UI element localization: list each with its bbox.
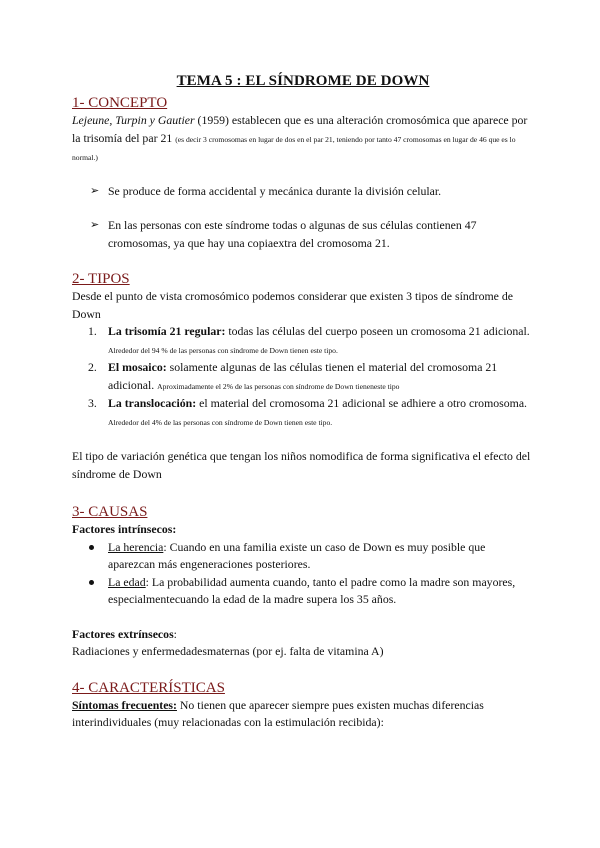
- intrinsic-list: [72, 539, 534, 609]
- list-item: [72, 395, 534, 431]
- type-label: La trisomía 21 regular:: [108, 324, 226, 338]
- section-heading-causas: 3- CAUSAS: [72, 504, 148, 520]
- list-item: [72, 183, 534, 201]
- section-heading-concepto: 1- CONCEPTO: [72, 95, 168, 111]
- intrinsic-label: Factores intrínsecos:: [72, 522, 177, 536]
- extrinsic-text: Radiaciones y enfermedadesmaternas (por ej. falta de vitamina A): [72, 644, 384, 658]
- list-item: [72, 217, 534, 252]
- list-item: [72, 323, 534, 359]
- list-number: 3.: [88, 396, 97, 410]
- bullet-dot-icon: [89, 545, 94, 550]
- cause-text: : Cuando en una familia existe un caso de Down es muy posible que aparezcan más engeneraciones posteriores.: [108, 539, 486, 571]
- symptoms-label: Síntomas frecuentes:: [72, 697, 177, 712]
- document-title: TEMA 5 : EL SÍNDROME DE DOWN: [176, 73, 430, 89]
- concepto-text: (1959) establecen que es una alteración cromosómica que aparece por la trisomía del par 21: [72, 113, 528, 145]
- section-heading-tipos: 2- TIPOS: [72, 271, 130, 287]
- bullet-text: Se produce de forma accidental y mecánica durante la división celular.: [108, 183, 442, 198]
- extrinsic-label: Factores extrínsecos: [72, 626, 174, 641]
- type-note: Aproximadamente el 2% de las personas con síndrome de Down tieneneste tipo: [157, 381, 400, 391]
- concepto-note: (es decir 3 cromosomas en lugar de dos en el par 21, teniendo por tanto 47 cromosomas en lugar de 46 que es lo normal.): [72, 134, 516, 162]
- tipos-intro: Desde el punto de vista cromosómico podemos considerar que existen 3 tipos de síndrome de Down: [72, 289, 513, 321]
- list-number: 1.: [88, 324, 97, 338]
- bullet-text: En las personas con este síndrome todas o algunas de sus células contienen 47 cromosomas, ya que hay una copiaextra del cromosoma 21.: [108, 218, 477, 250]
- cause-text: : La probabilidad aumenta cuando, tanto el padre como la madre son mayores, especialmentecuando la edad de la madre supera los 35 años.: [108, 574, 516, 606]
- concepto-paragraph: [72, 112, 534, 167]
- list-number: 2.: [88, 360, 97, 374]
- cause-term: La herencia: [108, 539, 164, 554]
- extrinsic-heading: [72, 626, 534, 644]
- section-heading-caracteristicas: 4- CARACTERÍSTICAS: [72, 679, 225, 696]
- bullet-dot-icon: [89, 580, 94, 585]
- tipos-closing: El tipo de variación genética que tengan los niños nomodifica de forma significativa el efecto del síndrome de Down: [72, 449, 531, 481]
- arrow-bullet-icon: ➢: [90, 184, 100, 197]
- list-item: [72, 359, 534, 395]
- tipos-list: [72, 323, 534, 431]
- arrow-bullet-icon: ➢: [90, 219, 100, 231]
- list-item: [72, 539, 534, 574]
- caracteristicas-paragraph: [72, 697, 534, 732]
- type-text: solamente algunas de las células tienen el material del cromosoma 21 adicional.: [108, 360, 498, 392]
- type-label: La translocación:: [108, 396, 197, 410]
- cause-term: La edad: [108, 574, 146, 589]
- list-item: [72, 574, 534, 609]
- authors: Lejeune, Turpin y Gautier: [72, 113, 195, 127]
- concepto-bullet-list: [72, 183, 534, 253]
- symptoms-text: No tienen que aparecer siempre pues existen muchas diferencias interindividuales (muy relacionadas con la estimulación recibida):: [72, 697, 484, 729]
- type-text: todas las células del cuerpo poseen un cromosoma 21 adicional.: [225, 324, 530, 338]
- extrinsic-colon: :: [173, 626, 177, 641]
- document-page: [72, 72, 534, 732]
- type-note: Alrededor del 94 % de las personas con síndrome de Down tienen este tipo.: [108, 345, 338, 355]
- type-label: El mosaico:: [108, 360, 167, 374]
- type-note: Alrededor del 4% de las personas con síndrome de Down tienen este tipo.: [108, 417, 333, 427]
- type-text: el material del cromosoma 21 adicional se adhiere a otro cromosoma.: [196, 396, 528, 410]
